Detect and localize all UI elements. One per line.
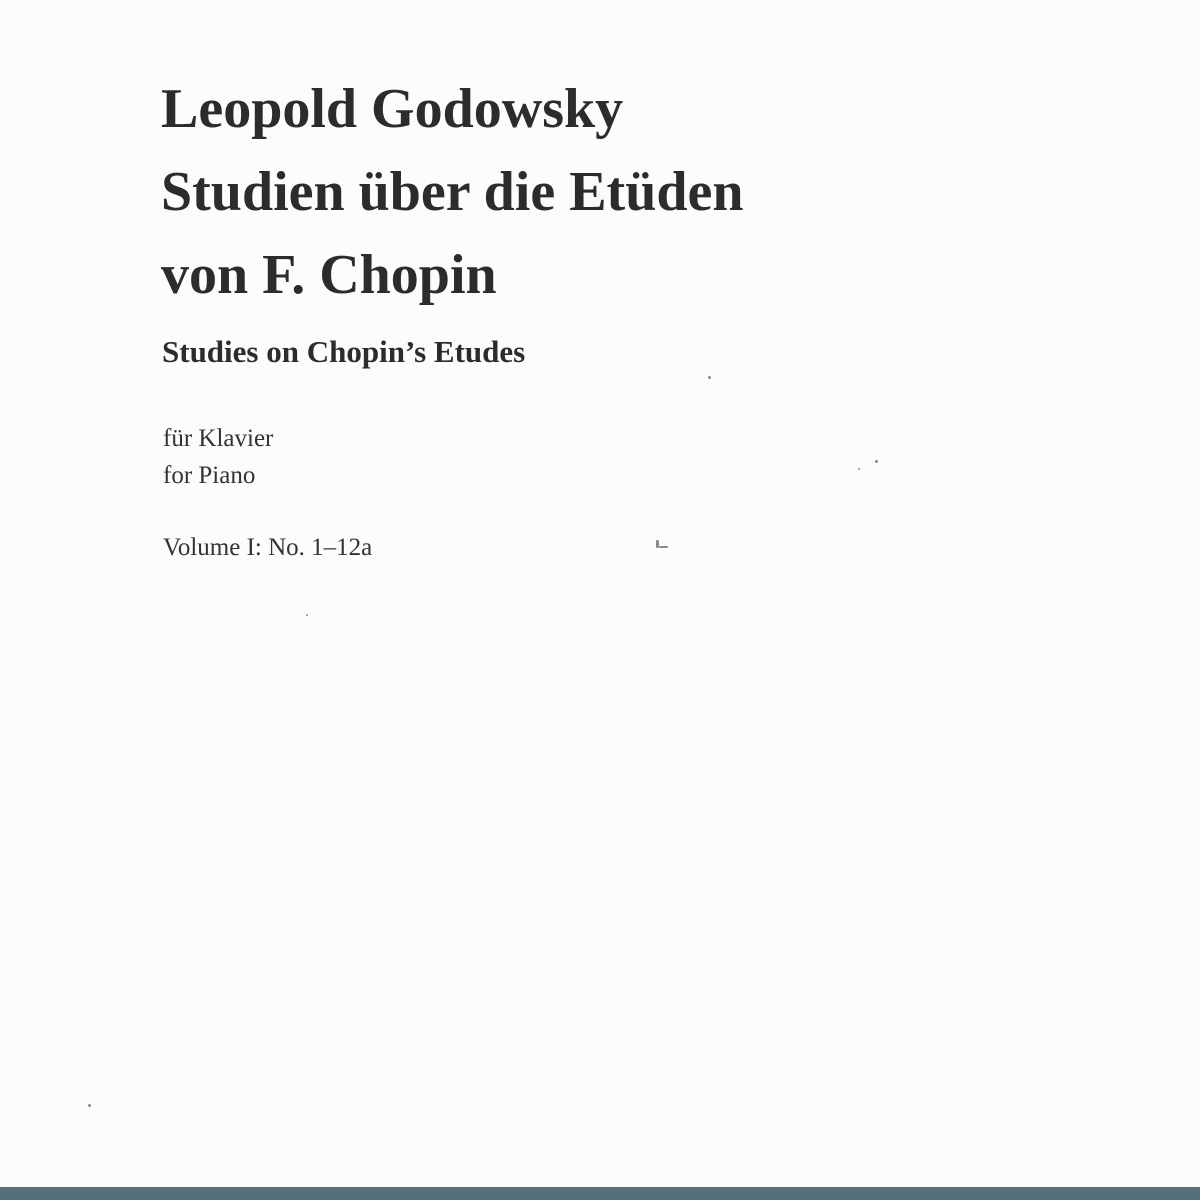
paper-speck xyxy=(88,1104,91,1107)
paper-speck xyxy=(708,376,711,379)
bottom-color-band xyxy=(0,1187,1200,1200)
volume-label: Volume I: No. 1–12a xyxy=(163,534,373,561)
paper-speck xyxy=(875,460,878,463)
instrumentation-english: for Piano xyxy=(163,462,256,489)
instrumentation xyxy=(163,420,273,494)
composer-title: Leopold Godowsky xyxy=(161,78,624,140)
title-block xyxy=(161,68,743,317)
english-subtitle: Studies on Chopin’s Etudes xyxy=(162,334,526,369)
work-title-line-1: Studien über die Etüden xyxy=(161,161,744,223)
work-title-line-2: von F. Chopin xyxy=(161,244,497,306)
paper-speck xyxy=(659,546,668,548)
paper-speck xyxy=(858,468,860,470)
instrumentation-german: für Klavier xyxy=(163,425,274,452)
paper-speck xyxy=(306,614,308,616)
